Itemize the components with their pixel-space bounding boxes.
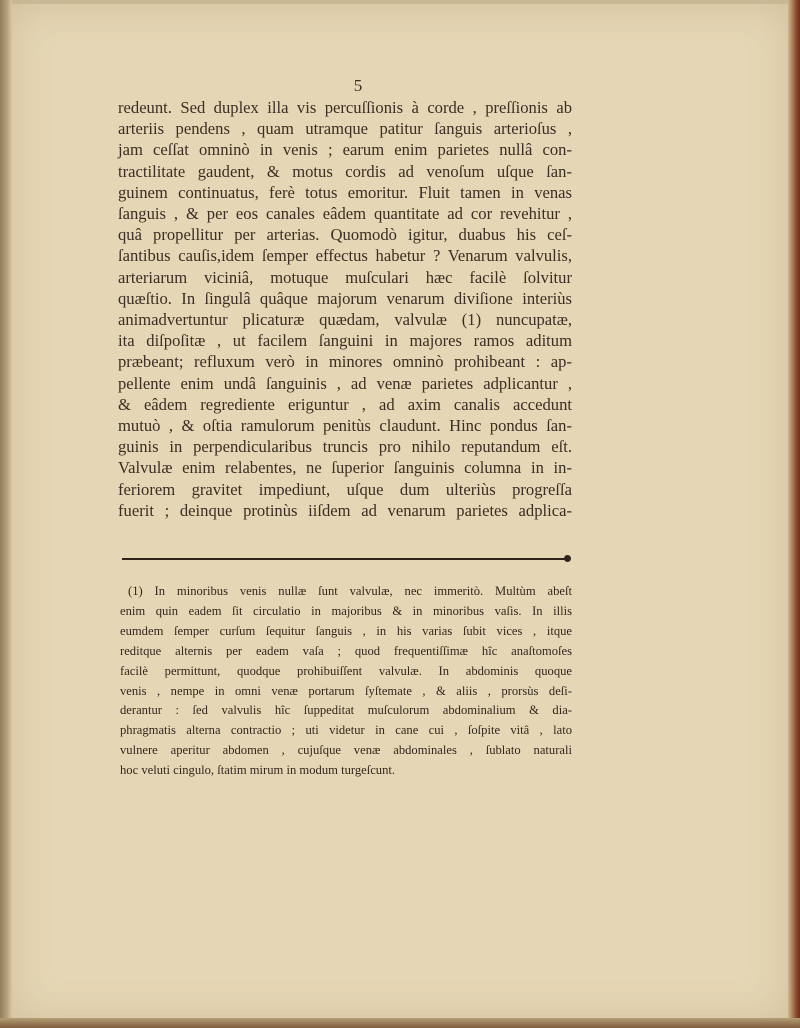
- main-text-line: jam ceſſat omninò in venis ; earum enim parietes nullâ con-: [118, 140, 572, 160]
- main-text-line: quæſtio. In ſingulâ quâque majorum venarum diviſione interiùs: [118, 288, 572, 308]
- page-bottom-edge: [0, 1018, 800, 1028]
- main-text-line: feriorem gravitet impediunt, uſque dum ulteriùs progreſſa: [118, 479, 572, 499]
- footnote-line: venis , nempe in omni venæ portarum ſyſtemate , & aliis , prorsùs deſi-: [120, 683, 572, 698]
- main-text-line: tractilitate gaudent, & motus cordis ad venoſum uſque ſan-: [118, 161, 572, 181]
- footnote-line: eumdem ſemper curſum ſequitur ſanguis , in his varias ſubit vices , itque: [120, 623, 572, 638]
- main-text-line: mutuò , & oſtia ramulorum penitùs claudunt. Hinc pondus ſan-: [118, 416, 572, 436]
- footnote-separator-rule: [122, 558, 570, 560]
- main-text-line: ſanguis , & per eos canales eâdem quantitate ad cor revehitur ,: [118, 204, 572, 224]
- main-text-line: guinem continuatus, ferè totus emoritur. Fluit tamen in venas: [118, 182, 572, 202]
- main-text-line: præbeant; refluxum verò in minores omninò prohibeant : ap-: [118, 352, 572, 372]
- footnote-line: enim quin eadem ſit circulatio in majoribus & in minoribus vaſis. In illis: [120, 603, 572, 618]
- main-text-line: Valvulæ enim relabentes, ne ſuperior ſanguinis columna in in-: [118, 458, 572, 478]
- main-text-line: ita diſpoſitæ , ut facilem ſanguini in majores ramos aditum: [118, 331, 572, 351]
- footnote: [120, 582, 572, 781]
- main-text-line: arteriis pendens , quam utramque patitur ſanguis arterioſus ,: [118, 119, 572, 139]
- main-text-line: & eâdem regrediente eriguntur , ad axim canalis accedunt: [118, 394, 572, 414]
- main-text-line: redeunt. Sed duplex illa vis percuſſionis à corde , preſſionis ab: [118, 98, 572, 117]
- main-text-line: animadvertuntur plicaturæ quædam, valvulæ (1) nuncupatæ,: [118, 310, 572, 330]
- main-text-line: arteriarum viciniâ, motuque muſculari hæc facilè ſolvitur: [118, 267, 572, 287]
- main-text-line: fuerit ; deinque protinùs iiſdem ad venarum parietes adplica-: [118, 500, 572, 520]
- footnote-line: facilè permittunt, quodque prohibuiſſent valvulæ. In abdominis quoque: [120, 663, 572, 678]
- page-right-edge: [788, 0, 800, 1028]
- footnote-line: hoc veluti cingulo, ſtatim mirum in modum turgeſcunt.: [120, 763, 396, 778]
- footnote-line: phragmatis alterna contractio ; uti videtur in cane cui , ſoſpite vitâ , lato: [120, 723, 572, 738]
- rule-end-ornament: [564, 555, 571, 562]
- main-text-line: quâ propellitur per arterias. Quomodò igitur, duabus his ceſ-: [118, 225, 572, 245]
- page-number: 5: [353, 76, 363, 95]
- footnote-line: derantur : ſed valvulis hîc ſuppeditat muſculorum abdominalium & dia-: [120, 703, 572, 718]
- footnote-line: (1) In minoribus venis nullæ ſunt valvulæ, nec immeritò. Multùm abeſt: [128, 584, 572, 598]
- footnote-line: vulnere aperitur abdomen , cujuſque venæ abdominales , ſublato naturali: [120, 743, 572, 758]
- main-text-line: guinis in perpendicularibus truncis pro nihilo reputandum eſt.: [118, 437, 572, 457]
- main-text: [118, 97, 572, 521]
- main-text-line: pellente enim undâ ſanguinis , ad venæ parietes adplicantur ,: [118, 373, 572, 393]
- main-text-line: ſantibus cauſis,idem ſemper effectus habetur ? Venarum valvulis,: [118, 246, 572, 266]
- footnote-line: reditque alternis per eadem vaſa ; quod frequentiſſimæ hîc anaſtomoſes: [120, 643, 572, 658]
- binding-edge: [0, 0, 12, 1028]
